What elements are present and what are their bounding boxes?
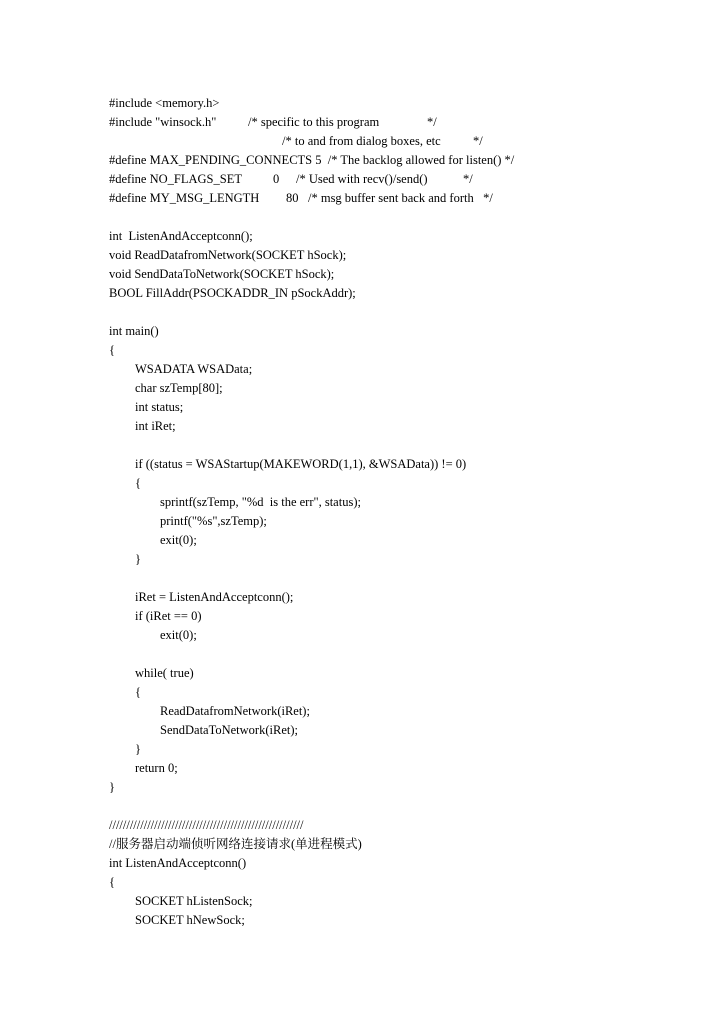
code-line [0,683,724,702]
code-text: { [109,875,115,889]
code-text: BOOL FillAddr(PSOCKADDR_IN pSockAddr); [109,286,356,300]
code-line [0,474,724,493]
code-line [0,759,724,778]
code-text: */ [427,115,437,129]
code-text: /* specific to this program [248,115,380,129]
code-text: //服务器启动端侦听网络连接请求(单进程模式) [109,837,362,851]
code-line [0,512,724,531]
code-text: 0 [273,172,280,186]
code-text: 80 [286,191,299,205]
code-text: /* to and from dialog boxes, etc [282,134,441,148]
code-text: printf("%s",szTemp); [160,514,267,528]
code-text: exit(0); [160,628,197,642]
code-line [0,588,724,607]
code-text: #define MY_MSG_LENGTH [109,191,260,205]
code-text: int iRet; [135,419,176,433]
code-line [0,322,724,341]
code-text: } [109,780,115,794]
code-text: #define MAX_PENDING_CONNECTS 5 /* The backlog allowed for listen() */ [109,153,515,167]
code-text: { [135,685,141,699]
code-text: { [135,476,141,490]
code-text: WSADATA WSAData; [135,362,253,376]
code-text: char szTemp[80]; [135,381,223,395]
code-text: return 0; [135,761,178,775]
code-line [0,721,724,740]
code-line [0,398,724,417]
code-line [0,94,724,113]
code-line [0,341,724,360]
code-line [0,417,724,436]
code-text: #include <memory.h> [109,96,220,110]
code-line [0,151,724,170]
code-text: } [135,552,141,566]
code-line [0,740,724,759]
code-text: int ListenAndAcceptconn(); [109,229,253,243]
code-text: int ListenAndAcceptconn() [109,856,247,870]
code-line [0,246,724,265]
code-text: /* msg buffer sent back and forth */ [308,191,493,205]
code-text: while( true) [135,666,194,680]
code-line [0,531,724,550]
code-line [0,664,724,683]
code-line [0,189,724,208]
code-text: ReadDatafromNetwork(iRet); [160,704,310,718]
code-line [0,132,724,151]
code-line [0,835,724,854]
code-text: iRet = ListenAndAcceptconn(); [135,590,294,604]
code-line [0,607,724,626]
code-line [0,265,724,284]
code-text: */ [473,134,483,148]
code-text: SOCKET hListenSock; [135,894,253,908]
code-line [0,284,724,303]
code-text: sprintf(szTemp, "%d is the err", status); [160,495,361,509]
code-text: int main() [109,324,159,338]
code-line [0,113,724,132]
code-text: /* Used with recv()/send() [296,172,428,186]
code-text: #include "winsock.h" [109,115,217,129]
code-text: SOCKET hNewSock; [135,913,245,927]
code-text: void ReadDatafromNetwork(SOCKET hSock); [109,248,347,262]
code-line [0,455,724,474]
code-text: } [135,742,141,756]
code-text: exit(0); [160,533,197,547]
code-line [0,911,724,930]
code-text: void SendDataToNetwork(SOCKET hSock); [109,267,335,281]
code-line [0,854,724,873]
code-line [0,550,724,569]
code-line [0,227,724,246]
code-line [0,170,724,189]
code-text: */ [463,172,473,186]
code-text: //////////////////////////////////////////////////////// [109,818,304,832]
code-line [0,702,724,721]
code-line [0,873,724,892]
code-line [0,816,724,835]
code-line [0,493,724,512]
code-line [0,360,724,379]
code-text: int status; [135,400,184,414]
code-text: #define NO_FLAGS_SET [109,172,242,186]
code-line [0,379,724,398]
code-text: if (iRet == 0) [135,609,202,623]
code-line [0,778,724,797]
code-text: SendDataToNetwork(iRet); [160,723,298,737]
code-text: if ((status = WSAStartup(MAKEWORD(1,1), &WSAData)) != 0) [135,457,467,471]
code-text: { [109,343,115,357]
code-line [0,626,724,645]
code-line [0,892,724,911]
